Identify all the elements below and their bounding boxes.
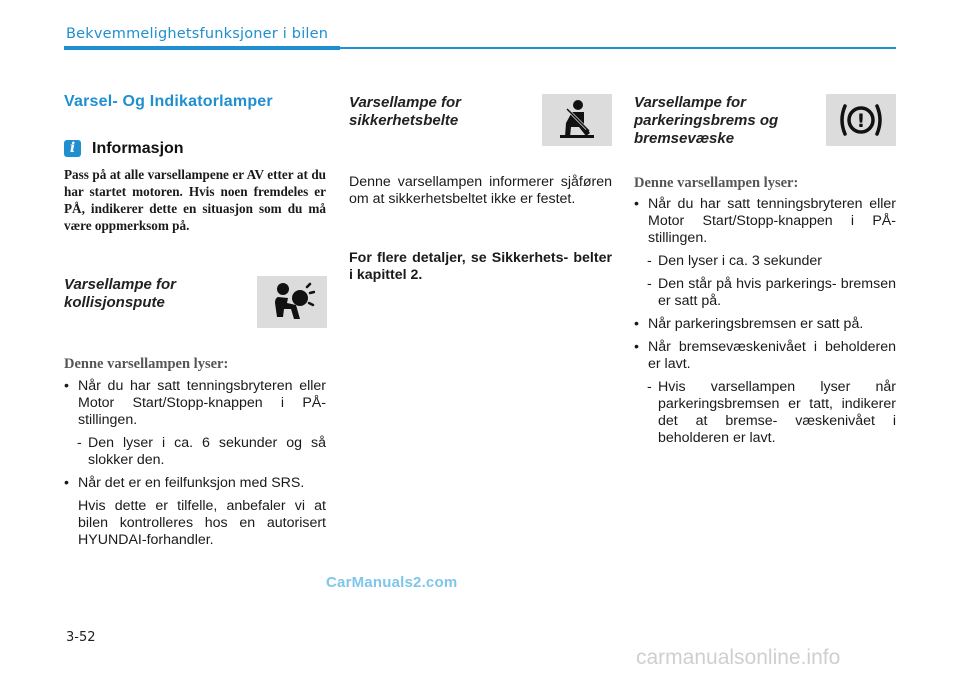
- list-item: - Hvis varsellampen lyser når parkeringsbremsen er tatt, indikerer det at bremse- væskenivået i beholderen er lavt.: [634, 379, 896, 447]
- chapter-title: Bekvemmelighetsfunksjoner i bilen: [66, 26, 329, 42]
- info-title: Informasjon: [92, 140, 184, 157]
- list-item: • Når du har satt tenningsbryteren eller Motor Start/Stopp-knappen i PÅ- stillingen.: [64, 378, 326, 429]
- brake-warning-icon: [826, 94, 896, 146]
- seatbelt-lamp-title: Varsellampe for sikkerhetsbelte: [349, 94, 461, 129]
- brake-icon-glyph: !: [856, 110, 866, 132]
- list-item: • Når parkeringsbremsen er satt på.: [634, 316, 896, 333]
- airbag-lamp-title: Varsellampe for kollisjonspute: [64, 276, 176, 311]
- info-icon: i: [64, 140, 81, 157]
- watermark: CarManuals2.com: [326, 574, 458, 591]
- brake-lamp-title: Varsellampe for parkeringsbrems og bremsevæske: [634, 94, 779, 147]
- section-heading: Varsel- Og Indikatorlamper: [64, 93, 273, 110]
- airbag-sub-heading: Denne varsellampen lyser:: [64, 356, 229, 372]
- list-item: - Den står på hvis parkerings- bremsen er satt på.: [634, 276, 896, 310]
- list-item: • Når bremsevæskenivået i beholderen er lavt.: [634, 339, 896, 373]
- footer-watermark: carmanualsonline.info: [636, 646, 841, 669]
- airbag-lamp-body: [64, 378, 326, 555]
- header-rule-thick: [64, 46, 340, 50]
- paragraph: Hvis dette er tilfelle, anbefaler vi at bilen kontrolleres hos en autorisert HYUNDAI-forhandler.: [78, 498, 326, 548]
- seatbelt-lamp-body: Denne varsellampen informerer sjåføren om at sikkerhetsbeltet ikke er festet.: [349, 174, 612, 207]
- header-rule-thin: [340, 47, 896, 49]
- list-item: • Når du har satt tenningsbryteren eller Motor Start/Stopp-knappen i PÅ-stillingen.: [634, 196, 896, 247]
- seatbelt-warning-icon: [542, 94, 612, 146]
- page-number: 3-52: [66, 630, 96, 645]
- list-item: - Den lyser i ca. 6 sekunder og så slokker den.: [64, 435, 326, 469]
- list-item: - Den lyser i ca. 3 sekunder: [634, 253, 896, 270]
- info-body: Pass på at alle varsellampene er AV etter at du har startet motoren. Hvis noen fremdeles er PÅ, indikerer dette en situasjon som du må være oppmerksom på.: [64, 167, 326, 233]
- brake-sub-heading: Denne varsellampen lyser:: [634, 175, 799, 191]
- seatbelt-lamp-note: For flere detaljer, se Sikkerhets- belter i kapittel 2.: [349, 250, 612, 283]
- list-item: • Når det er en feilfunksjon med SRS.: [64, 475, 326, 492]
- airbag-warning-icon: [257, 276, 327, 328]
- brake-lamp-body: [634, 196, 896, 453]
